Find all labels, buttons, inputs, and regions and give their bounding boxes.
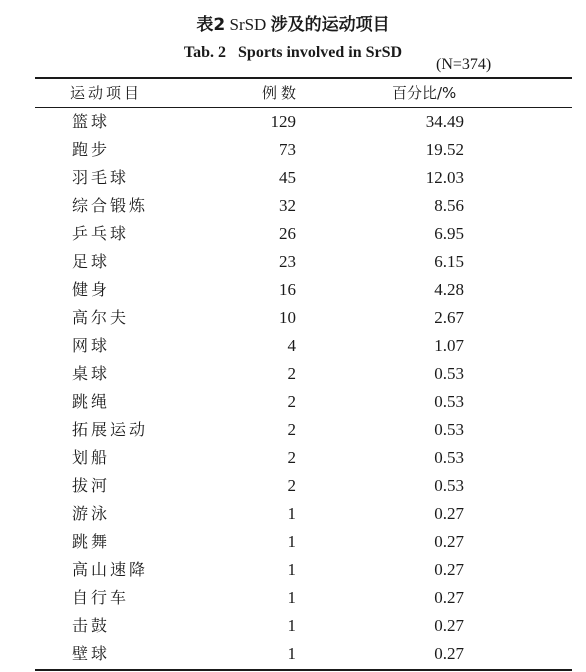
table-row [0,361,586,389]
table-title-en [0,44,586,62]
percent-cell: 0.53 [434,420,464,439]
count-cell: 1 [287,588,296,607]
sport-cell: 网球 [72,336,111,355]
count-cell: 23 [279,252,296,271]
sample-size-note: (N=374) [436,56,492,73]
percent-cell: 34.49 [425,112,464,131]
table-row [0,473,586,501]
percent-cell: 0.27 [434,560,464,579]
header-rule [35,107,572,108]
sport-cell: 游泳 [72,504,111,523]
sport-cell: 壁球 [72,644,111,663]
percent-cell: 8.56 [434,196,464,215]
sport-cell: 自行车 [72,588,130,607]
sport-cell: 跳舞 [72,532,111,551]
table-number-cn: 表2 [196,15,226,35]
table-row [0,613,586,641]
bottom-rule [35,669,572,671]
count-cell: 16 [279,280,296,299]
title-acronym: SrSD [225,15,271,34]
table-row [0,193,586,221]
count-cell: 1 [287,532,296,551]
table-row [0,277,586,305]
count-cell: 4 [287,336,296,355]
percent-cell: 0.53 [434,364,464,383]
table-row [0,333,586,361]
count-cell: 45 [279,168,296,187]
sport-cell: 划船 [72,448,111,467]
count-cell: 1 [287,504,296,523]
percent-cell: 19.52 [425,140,464,159]
percent-cell: 0.27 [434,588,464,607]
table-row [0,389,586,417]
sport-cell: 健身 [72,280,111,299]
sport-cell: 拓展运动 [72,420,149,439]
column-header-percent: 百分比/% [392,84,457,102]
sport-cell: 乒乓球 [72,224,130,243]
percent-cell: 0.53 [434,476,464,495]
table-row [0,641,586,669]
percent-cell: 0.53 [434,448,464,467]
sport-cell: 跳绳 [72,392,111,411]
count-cell: 32 [279,196,296,215]
table-row [0,417,586,445]
count-cell: 1 [287,616,296,635]
sport-cell: 击鼓 [72,616,111,635]
percent-cell: 0.27 [434,616,464,635]
percent-cell: 1.07 [434,336,464,355]
column-header-sport: 运动项目 [70,84,143,102]
count-cell: 2 [287,448,296,467]
table-title-cn [0,10,586,35]
percent-cell: 4.28 [434,280,464,299]
sport-cell: 羽毛球 [72,168,130,187]
count-cell: 73 [279,140,296,159]
table-row [0,529,586,557]
column-header-count: 例数 [262,84,301,102]
table-row [0,501,586,529]
percent-cell: 2.67 [434,308,464,327]
table-row [0,137,586,165]
table-row [0,109,586,137]
sport-cell: 拔河 [72,476,111,495]
count-cell: 10 [279,308,296,327]
sport-cell: 综合锻炼 [72,196,149,215]
table-body [0,109,586,669]
percent-cell: 0.27 [434,504,464,523]
count-cell: 2 [287,392,296,411]
count-cell: 1 [287,560,296,579]
count-cell: 1 [287,644,296,663]
percent-cell: 0.27 [434,644,464,663]
sport-cell: 高山速降 [72,560,149,579]
sport-cell: 篮球 [72,112,111,131]
count-cell: 2 [287,420,296,439]
table-row [0,249,586,277]
table-number-en: Tab. 2 [183,44,227,61]
percent-cell: 6.95 [434,224,464,243]
percent-cell: 0.53 [434,392,464,411]
sport-cell: 跑步 [72,140,111,159]
table-row [0,221,586,249]
title-text-cn: 涉及的运动项目 [270,15,390,35]
count-cell: 2 [287,476,296,495]
top-rule [35,77,572,79]
table-row [0,557,586,585]
percent-cell: 12.03 [425,168,464,187]
title-text-en: Sports involved in SrSD [238,44,403,61]
count-cell: 2 [287,364,296,383]
count-cell: 129 [270,112,296,131]
sport-cell: 高尔夫 [72,308,130,327]
table-row [0,165,586,193]
sport-cell: 桌球 [72,364,111,383]
table-row [0,445,586,473]
table-row [0,305,586,333]
table-row [0,585,586,613]
sport-cell: 足球 [72,252,111,271]
count-cell: 26 [279,224,296,243]
percent-cell: 0.27 [434,532,464,551]
percent-cell: 6.15 [434,252,464,271]
